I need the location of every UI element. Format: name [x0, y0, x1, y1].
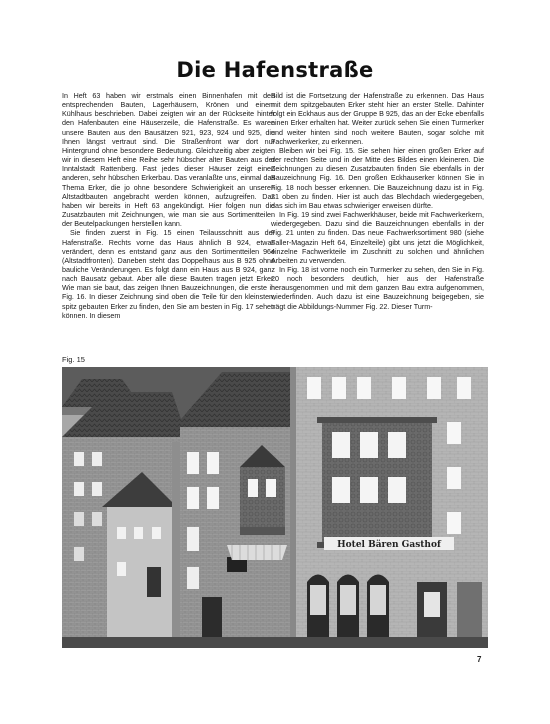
figure-caption: Fig. 15	[62, 355, 85, 364]
street-photo	[62, 367, 488, 648]
hotel-sign: Hotel Bären Gasthof	[337, 540, 441, 550]
page-number: 7	[477, 655, 482, 664]
paragraph: In Heft 63 haben wir erstmals einen Binnenhafen mit den entsprechenden Bauten, Lagerhäusern, Krönen und einem Kühlhaus beschrieben. Dabei zeigten wir an der Rückseite hinter den Hafenbauten eine Häuserzeile, die Hafenstraße. Es waren unsere Bauten aus den Bausätzen 921, 923, 924 und 925, die Ihnen längst vertraut sind. Die Straßenfront war dort nur Hintergrund ohne besondere Bedeutung. Gleichzeitig aber zeigten wir in diesem Heft eine Reihe sehr hübscher alter Bauten aus der Inntalstadt Rattenberg. Fast jedes dieser Häuser zeigt einen anderen, sehr hübschen Erkerbau. Das veranlaßte uns, einmal das Thema Erker, die jo ohne besondere Schwierigkeit an unseren Altstadtbauten angebracht werden können, aufzugreifen. Das haben wir bereits in Heft 63 angekündigt. Hier folgen nun die Zusatzbauten mit Zeichnungen, wie man sie aus Sortimentteilen der Beutelpackungen herstellen kann.	[62, 92, 275, 229]
paragraph: Sie finden zuerst in Fig. 15 einen Teilausschnitt aus der Hafenstraße. Rechts vorne das Haus ähnlich B 924, etwas verändert, denn es entstand ganz aus den Sortimentteilen 964 (Altstadtfronten). Daneben steht das Doppelhaus aus B 925 ohne bauliche Veränderungen. Es folgt dann ein Haus aus B 924, ganz nach Bausatz gebaut. Aber alle diese Bauten tragen jetzt Erker. Wie man sie baut, das zeigen Ihnen Bauzeichnungen, die erste in Fig. 16. In dieser Zeichnung sind oben die Teile für den kleinsten, spitz gebauten Erker zu finden, den Sie am besten in Fig. 17 sehen können. In diesem	[62, 229, 275, 320]
paragraph: In Fig. 18 ist vorne noch ein Turmerker zu sehen, den Sie in Fig. 20 noch besonders deutlich, hier aus der Hafenstraße herausgenommen und mit dem ganzen Bau extra aufgenommen, wiederfinden. Auch dazu ist eine Bauzeichnung beigegeben, sie trägt die Abbildungs-Nummer Fig. 22. Dieser Turm-	[271, 265, 484, 311]
paragraph: Bleiben wir bei Fig. 15. Sie sehen hier einen großen Erker auf der rechten Seite und in der Mitte des Bildes einen kleineren. Die Zeichnungen zu diesen Zusatzbauten finden Sie ebenfalls in der Bauzeichnung Fig. 16. Den großen Eckhauserker können Sie in Fig. 18 noch besser erkennen. Die Bauzeichnung dazu ist in Fig. 21 oben zu finden. Hier ist auch das Blechdach wiedergegeben, das sich im Bau etwas schwieriger erweisen dürfte.	[271, 146, 484, 210]
paragraph: In Fig. 19 sind zwei Fachwerkhäuser, beide mit Fachwerkerkern, wiedergegeben. Dazu sind die Bauzeichnungen ebenfalls in der Fig. 21 unten zu finden. Das neue Fachwerksortiment 980 (siehe Faller-Magazin Heft 64, Einzelteile) gibt uns jetzt die Möglichkeit, einzelne Fachwerkteile im Zuschnitt zu solchen und ähnlichen Arbeiten zu verwenden.	[271, 211, 484, 265]
text-column-right	[271, 92, 484, 312]
text-column-left	[62, 92, 275, 321]
paragraph: Bild ist die Fortsetzung der Hafenstraße zu erkennen. Das Haus mit dem spitzgebauten Erker steht hier an erster Stelle. Dahinter folgt ein Eckhaus aus der Gruppe B 925, das an der Ecke ebenfalls einen Erker erhalten hat. Weiter zurück sehen Sie einen Turmerker und weiter hinten sind noch weitere Bauten, sogar solche mit Fachwerkerker, zu erkennen.	[271, 92, 484, 146]
page-title: Die Hafenstraße	[176, 58, 374, 82]
